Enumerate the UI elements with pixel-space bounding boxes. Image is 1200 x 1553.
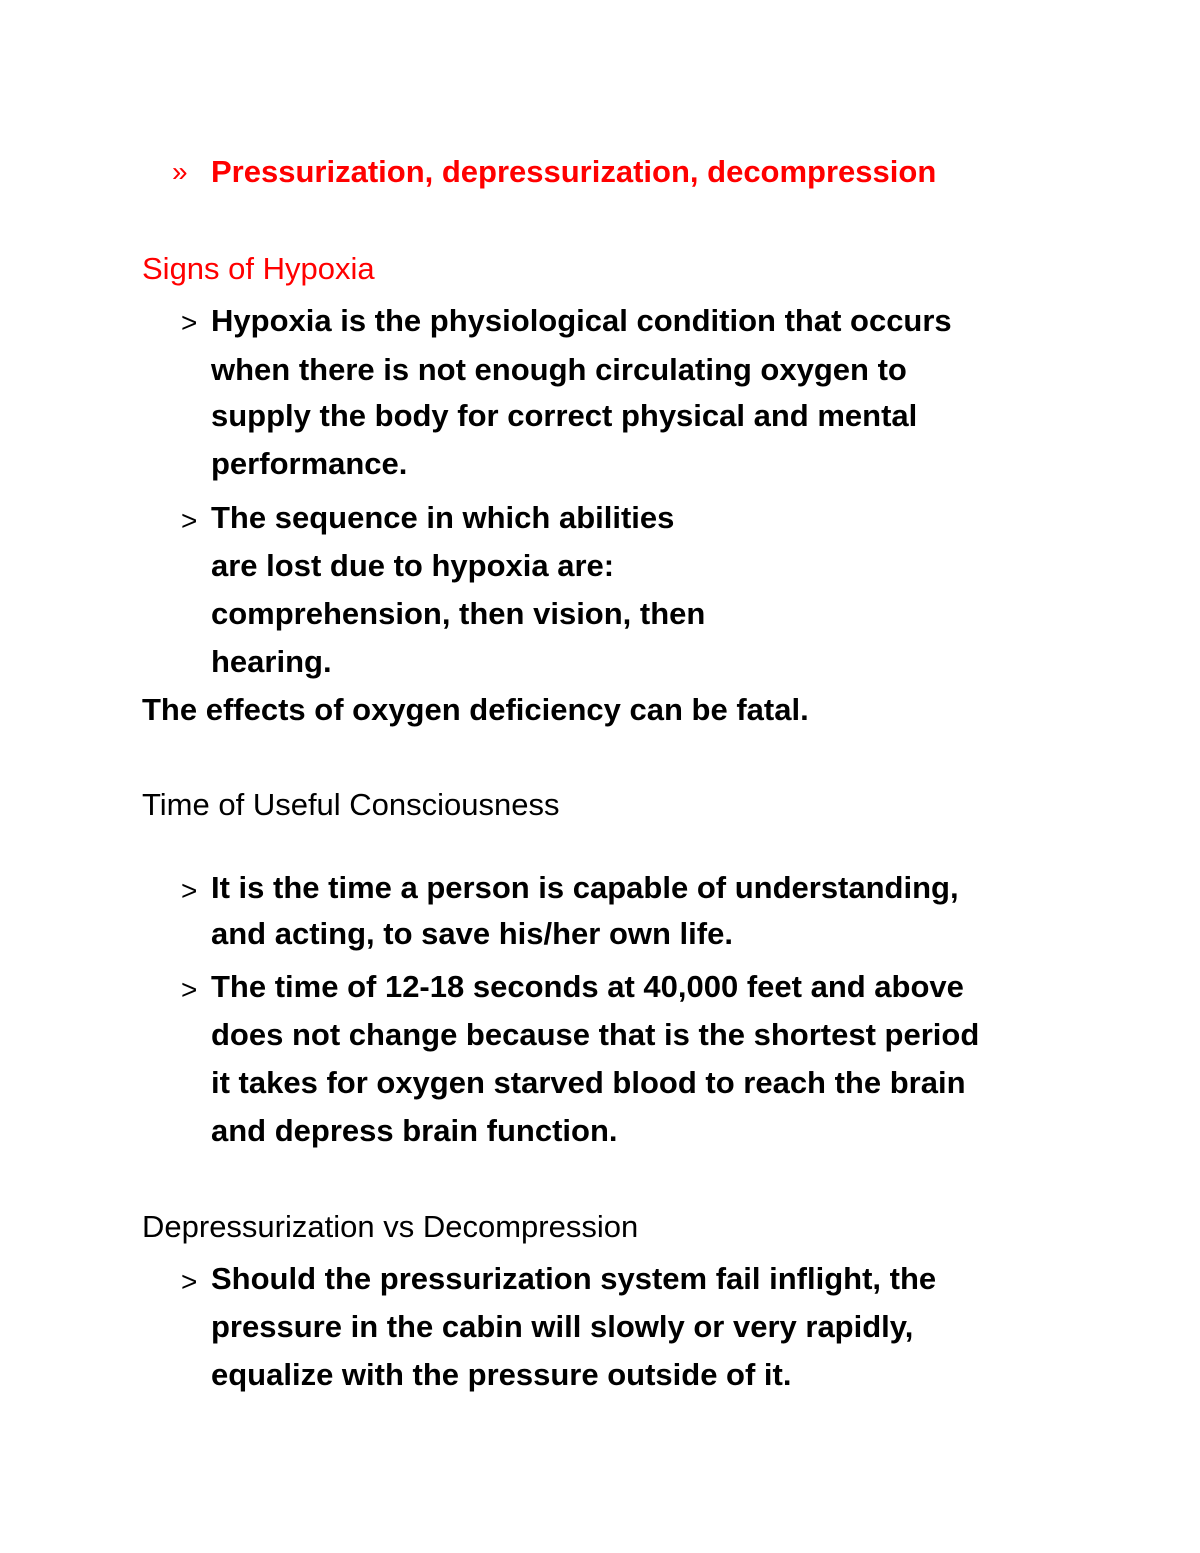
bullet-line: and acting, to save his/her own life. [211,916,733,951]
bullet-line: it takes for oxygen starved blood to reach the brain [211,1065,966,1100]
bullet-marker: > [181,1266,198,1297]
bullet-line: are lost due to hypoxia are: [211,548,615,583]
bullet-line: Should the pressurization system fail inflight, the [211,1261,937,1296]
title-marker: » [172,156,188,187]
bullet-marker: > [181,974,198,1005]
bullet-line: hearing. [211,644,332,679]
page-title: Pressurization, depressurization, decompression [211,154,937,189]
bullet-marker: > [181,505,198,536]
section-heading-depressurization-vs-decompression: Depressurization vs Decompression [142,1209,639,1244]
bullet-line: does not change because that is the shortest period [211,1017,980,1052]
bullet-line: and depress brain function. [211,1113,618,1148]
bullet-line: The sequence in which abilities [211,500,675,535]
bullet-line: The time of 12-18 seconds at 40,000 feet and above [211,969,964,1004]
bullet-line: It is the time a person is capable of understanding, [211,870,959,905]
bullet-line: equalize with the pressure outside of it. [211,1357,792,1392]
bullet-line: supply the body for correct physical and mental [211,398,918,433]
bullet-line: performance. [211,446,408,481]
section-note: The effects of oxygen deficiency can be fatal. [142,692,809,727]
bullet-line: when there is not enough circulating oxygen to [211,352,907,387]
bullet-line: Hypoxia is the physiological condition that occurs [211,303,952,338]
bullet-marker: > [181,875,198,906]
bullet-line: pressure in the cabin will slowly or very rapidly, [211,1309,914,1344]
bullet-line: comprehension, then vision, then [211,596,706,631]
section-heading-time-of-useful-consciousness: Time of Useful Consciousness [142,787,560,822]
bullet-marker: > [181,307,198,338]
section-heading-signs-of-hypoxia: Signs of Hypoxia [142,251,375,286]
